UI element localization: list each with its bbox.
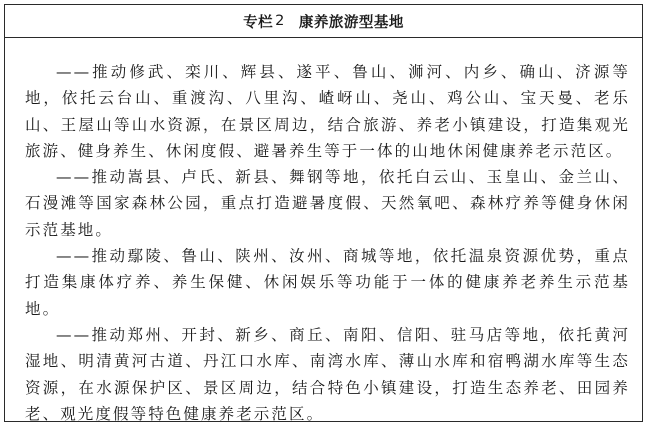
column-number: 2 bbox=[275, 13, 285, 29]
column-box bbox=[4, 4, 643, 422]
paragraph-wetlands-reservoirs: ——推动郑州、开封、新乡、商丘、南阳、信阳、驻马店等地，依托黄河湿地、明清黄河古道、丹江口水库、南湾水库、薄山水库和宿鸭湖水库等生态资源，在水源保护区、景区周边，结合特色小镇建设，打造生态养老、田园养老、观光度假等特色健康养老示范区。 bbox=[25, 325, 630, 423]
column-content bbox=[25, 59, 630, 427]
paragraph-hot-springs: ——推动鄢陵、鲁山、陕州、汝州、商城等地，依托温泉资源优势，重点打造集康体疗养、养生保健、休闲娱乐等功能于一体的健康养老养生示范基地。 bbox=[25, 247, 630, 318]
column-label: 专栏 bbox=[243, 14, 274, 31]
column-header bbox=[5, 5, 642, 38]
paragraph-forest-parks: ——推动嵩县、卢氏、新县、舞钢等地，依托白云山、玉皇山、金兰山、石漫滩等国家森林公园，重点打造避暑度假、天然氧吧、森林疗养等健身休闲示范基地。 bbox=[25, 168, 630, 239]
paragraph-mountain-resorts: ——推动修武、栾川、辉县、遂平、鲁山、浉河、内乡、确山、济源等地，依托云台山、重渡沟、八里沟、嵖岈山、尧山、鸡公山、宝天曼、老乐山、王屋山等山水资源，在景区周边，结合旅游、养老小镇建设，打造集观光旅游、健身养生、休闲度假、避暑养生等于一体的山地休闲健康养老示范区。 bbox=[25, 63, 630, 160]
column-title: 康养旅游型基地 bbox=[298, 14, 404, 31]
